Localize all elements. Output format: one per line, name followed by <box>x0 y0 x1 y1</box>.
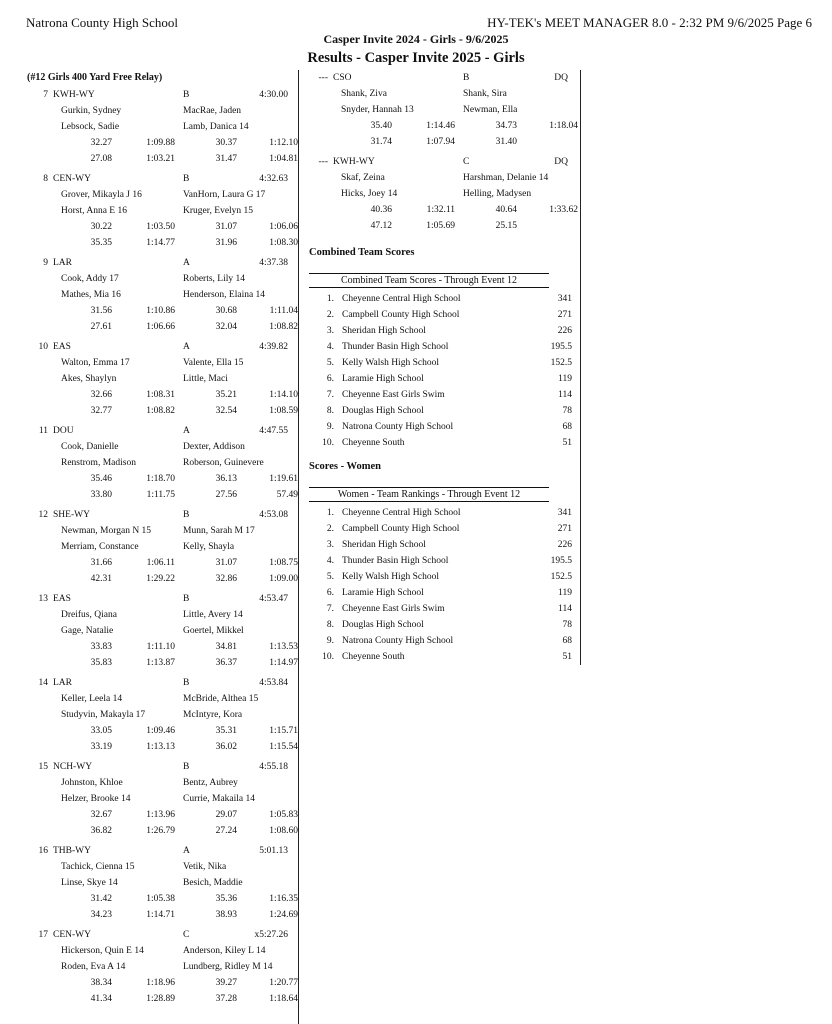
team-points: 195.5 <box>550 342 572 352</box>
relay-split: 1:06.66 <box>146 322 175 332</box>
relay-split: 34.81 <box>215 642 237 652</box>
relay-split: 1:24.69 <box>269 910 298 920</box>
relay-split: 1:04.81 <box>269 154 298 164</box>
rank-number: 1. <box>326 508 334 518</box>
relay-swimmer: Hickerson, Quin E 14 <box>61 946 144 956</box>
relay-swimmer: Helzer, Brooke 14 <box>61 794 131 804</box>
relay-place: 10 <box>38 342 48 352</box>
team-points: 78 <box>562 620 572 630</box>
relay-place: 15 <box>38 762 48 772</box>
relay-place: 7 <box>43 90 48 100</box>
relay-swimmer: Roberson, Guinevere <box>183 458 264 468</box>
relay-swimmer: Kruger, Evelyn 15 <box>183 206 254 216</box>
right-column-edge <box>580 70 581 665</box>
combined-table-title: Combined Team Scores - Through Event 12 <box>309 273 549 288</box>
relay-swimmer: Gurkin, Sydney <box>61 106 122 116</box>
relay-split: 1:13.96 <box>146 810 175 820</box>
relay-swimmer: Lundberg, Ridley M 14 <box>183 962 273 972</box>
relay-split: 1:19.61 <box>269 474 298 484</box>
relay-team: CEN-WY <box>53 174 91 184</box>
relay-team: LAR <box>53 678 72 688</box>
relay-time: DQ <box>554 73 568 83</box>
team-name: Campbell County High School <box>342 310 460 320</box>
relay-swimmer: Cook, Danielle <box>61 442 119 452</box>
relay-swimmer: Studyvin, Makayla 17 <box>61 710 146 720</box>
relay-split: 1:10.86 <box>146 306 175 316</box>
relay-split: 1:08.75 <box>269 558 298 568</box>
women-table-title: Women - Team Rankings - Through Event 12 <box>309 487 549 502</box>
relay-time: 5:01.13 <box>259 846 288 856</box>
relay-split: 36.02 <box>215 742 237 752</box>
relay-split: 31.07 <box>215 222 237 232</box>
relay-swimmer: Johnston, Khloe <box>61 778 123 788</box>
relay-place: --- <box>318 157 328 167</box>
rank-number: 8. <box>326 620 334 630</box>
relay-split: 35.21 <box>215 390 237 400</box>
relay-split: 1:14.46 <box>426 121 455 131</box>
team-points: 226 <box>557 540 572 550</box>
relay-split: 1:18.96 <box>146 978 175 988</box>
relay-swimmer: Roberts, Lily 14 <box>183 274 246 284</box>
rank-number: 9. <box>326 422 334 432</box>
relay-place: 14 <box>38 678 48 688</box>
relay-split: 36.37 <box>215 658 237 668</box>
relay-swimmer: Newman, Ella <box>463 105 518 115</box>
rank-number: 5. <box>326 572 334 582</box>
relay-split: 1:26.79 <box>146 826 175 836</box>
relay-split: 32.27 <box>90 138 112 148</box>
rank-number: 5. <box>326 358 334 368</box>
team-points: 78 <box>562 406 572 416</box>
relay-swimmer: Bentz, Aubrey <box>183 778 238 788</box>
relay-swimmer: Currie, Makaila 14 <box>183 794 256 804</box>
relay-split: 31.66 <box>90 558 112 568</box>
relay-swimmer: Lamb, Danica 14 <box>183 122 249 132</box>
team-name: Cheyenne South <box>342 652 405 662</box>
relay-split: 30.22 <box>90 222 112 232</box>
relay-split: 1:08.30 <box>269 238 298 248</box>
relay-split: 31.47 <box>215 154 237 164</box>
rank-number: 4. <box>326 556 334 566</box>
relay-split: 1:08.59 <box>269 406 298 416</box>
relay-split: 1:18.64 <box>269 994 298 1004</box>
relay-swimmer: VanHorn, Laura G 17 <box>183 190 266 200</box>
relay-split: 1:03.50 <box>146 222 175 232</box>
relay-split: 29.07 <box>215 810 237 820</box>
relay-split: 32.04 <box>215 322 237 332</box>
relay-swimmer: Roden, Eva A 14 <box>61 962 126 972</box>
page-header-software: HY-TEK's MEET MANAGER 8.0 - 2:32 PM 9/6/2025 Page 6 <box>487 15 812 30</box>
relay-swimmer: Little, Maci <box>183 374 228 384</box>
relay-relay: B <box>183 762 190 772</box>
team-points: 341 <box>557 508 572 518</box>
relay-team: THB-WY <box>53 846 91 856</box>
relay-swimmer: MacRae, Jaden <box>183 106 242 116</box>
relay-swimmer: Harshman, Delanie 14 <box>463 173 549 183</box>
rank-number: 8. <box>326 406 334 416</box>
team-name: Laramie High School <box>342 588 424 598</box>
relay-time: 4:39.82 <box>259 342 288 352</box>
relay-swimmer: Gage, Natalie <box>61 626 114 636</box>
relay-split: 27.56 <box>215 490 237 500</box>
relay-split: 1:11.10 <box>146 642 175 652</box>
relay-swimmer: Tachick, Cienna 15 <box>61 862 135 872</box>
relay-split: 1:14.10 <box>269 390 298 400</box>
relay-split: 40.36 <box>370 205 392 215</box>
relay-relay: B <box>463 73 470 83</box>
relay-split: 33.83 <box>90 642 112 652</box>
relay-split: 1:13.53 <box>269 642 298 652</box>
relay-split: 35.46 <box>90 474 112 484</box>
team-points: 51 <box>562 438 572 448</box>
relay-split: 1:18.04 <box>549 121 578 131</box>
relay-swimmer: Walton, Emma 17 <box>61 358 130 368</box>
team-points: 68 <box>562 422 572 432</box>
relay-time: DQ <box>554 157 568 167</box>
meet-title: Casper Invite 2024 - Girls - 9/6/2025 <box>323 32 509 46</box>
relay-split: 33.80 <box>90 490 112 500</box>
relay-swimmer: Akes, Shaylyn <box>61 374 117 384</box>
team-name: Cheyenne Central High School <box>342 508 461 518</box>
relay-swimmer: Hicks, Joey 14 <box>341 189 398 199</box>
relay-split: 1:28.89 <box>146 994 175 1004</box>
relay-team: CSO <box>333 73 352 83</box>
relay-relay: B <box>183 174 190 184</box>
rank-number: 1. <box>326 294 334 304</box>
relay-split: 1:08.82 <box>146 406 175 416</box>
rank-number: 6. <box>326 374 334 384</box>
relay-relay: C <box>463 157 470 167</box>
relay-split: 36.13 <box>215 474 237 484</box>
relay-split: 42.31 <box>90 574 112 584</box>
team-name: Douglas High School <box>342 406 424 416</box>
relay-relay: A <box>183 426 190 436</box>
relay-split: 1:11.75 <box>146 490 175 500</box>
relay-split: 38.93 <box>215 910 237 920</box>
relay-place: 17 <box>38 930 48 940</box>
relay-relay: B <box>183 678 190 688</box>
relay-split: 1:18.70 <box>146 474 175 484</box>
rank-number: 10. <box>322 652 334 662</box>
relay-split: 1:33.62 <box>549 205 578 215</box>
relay-swimmer: Henderson, Elaina 14 <box>183 290 266 300</box>
team-points: 341 <box>557 294 572 304</box>
relay-swimmer: Skaf, Zeina <box>341 173 385 183</box>
column-divider <box>298 70 299 1024</box>
relay-swimmer: Valente, Ella 15 <box>183 358 244 368</box>
relay-split: 32.67 <box>90 810 112 820</box>
relay-split: 1:05.83 <box>269 810 298 820</box>
relay-swimmer: Renstrom, Madison <box>61 458 136 468</box>
relay-swimmer: Munn, Sarah M 17 <box>183 526 255 536</box>
relay-swimmer: Keller, Leela 14 <box>61 694 123 704</box>
relay-split: 1:09.88 <box>146 138 175 148</box>
relay-split: 57.49 <box>276 490 298 500</box>
relay-swimmer: Goertel, Mikkel <box>183 626 244 636</box>
relay-swimmer: Horst, Anna E 16 <box>61 206 127 216</box>
relay-split: 1:08.31 <box>146 390 175 400</box>
relay-split: 32.54 <box>215 406 237 416</box>
relay-team: DOU <box>53 426 74 436</box>
relay-split: 27.08 <box>90 154 112 164</box>
results-title: Results - Casper Invite 2025 - Girls <box>307 50 525 66</box>
team-points: 68 <box>562 636 572 646</box>
relay-time: 4:53.47 <box>259 594 288 604</box>
team-points: 114 <box>558 390 572 400</box>
team-name: Natrona County High School <box>342 422 454 432</box>
relay-split: 35.36 <box>215 894 237 904</box>
relay-split: 34.23 <box>90 910 112 920</box>
relay-time: 4:47.55 <box>259 426 288 436</box>
relay-swimmer: Besich, Maddie <box>183 878 243 888</box>
relay-split: 1:07.94 <box>426 137 455 147</box>
relay-split: 1:16.35 <box>269 894 298 904</box>
relay-split: 31.96 <box>215 238 237 248</box>
page-header-school: Natrona County High School <box>26 15 179 30</box>
relay-split: 1:11.04 <box>269 306 298 316</box>
relay-swimmer: Merriam, Constance <box>61 542 139 552</box>
relay-swimmer: McIntyre, Kora <box>183 710 243 720</box>
relay-split: 32.86 <box>215 574 237 584</box>
relay-team: CEN-WY <box>53 930 91 940</box>
relay-swimmer: Mathes, Mia 16 <box>61 290 121 300</box>
relay-place: 11 <box>38 426 48 436</box>
relay-team: KWH-WY <box>333 157 375 167</box>
relay-swimmer: Kelly, Shayla <box>183 542 235 552</box>
relay-split: 1:15.71 <box>269 726 298 736</box>
relay-swimmer: Snyder, Hannah 13 <box>341 105 414 115</box>
relay-team: LAR <box>53 258 72 268</box>
team-points: 271 <box>557 310 572 320</box>
relay-time: 4:37.38 <box>259 258 288 268</box>
relay-split: 1:14.77 <box>146 238 175 248</box>
relay-split: 1:14.71 <box>146 910 175 920</box>
relay-split: 1:08.82 <box>269 322 298 332</box>
team-points: 152.5 <box>550 572 572 582</box>
event-label: (#12 Girls 400 Yard Free Relay) <box>27 72 163 83</box>
relay-split: 1:09.00 <box>269 574 298 584</box>
relay-split: 31.42 <box>90 894 112 904</box>
team-points: 114 <box>558 604 572 614</box>
team-points: 51 <box>562 652 572 662</box>
relay-swimmer: Lebsock, Sadie <box>61 122 120 132</box>
relay-split: 32.77 <box>90 406 112 416</box>
relay-relay: C <box>183 930 190 940</box>
relay-relay: A <box>183 342 190 352</box>
relay-split: 33.05 <box>90 726 112 736</box>
relay-relay: A <box>183 846 190 856</box>
team-name: Cheyenne South <box>342 438 405 448</box>
relay-relay: B <box>183 90 190 100</box>
relay-split: 1:32.11 <box>426 205 455 215</box>
team-name: Thunder Basin High School <box>342 556 449 566</box>
team-name: Sheridan High School <box>342 540 426 550</box>
relay-place: 8 <box>43 174 48 184</box>
team-points: 119 <box>558 374 572 384</box>
relay-time: 4:55.18 <box>259 762 288 772</box>
relay-split: 27.61 <box>90 322 112 332</box>
relay-split: 39.27 <box>215 978 237 988</box>
team-name: Thunder Basin High School <box>342 342 449 352</box>
relay-split: 30.37 <box>215 138 237 148</box>
team-name: Cheyenne East Girls Swim <box>342 604 445 614</box>
rank-number: 3. <box>326 326 334 336</box>
rank-number: 10. <box>322 438 334 448</box>
relay-split: 27.24 <box>215 826 237 836</box>
team-name: Kelly Walsh High School <box>342 572 439 582</box>
relay-time: 4:30.00 <box>259 90 288 100</box>
relay-split: 1:05.69 <box>426 221 455 231</box>
relay-split: 35.83 <box>90 658 112 668</box>
relay-split: 31.56 <box>90 306 112 316</box>
relay-team: SHE-WY <box>53 510 90 520</box>
relay-split: 1:06.11 <box>146 558 175 568</box>
relay-split: 31.40 <box>495 137 517 147</box>
relay-split: 34.73 <box>495 121 517 131</box>
team-name: Campbell County High School <box>342 524 460 534</box>
relay-relay: B <box>183 594 190 604</box>
team-name: Kelly Walsh High School <box>342 358 439 368</box>
relay-split: 1:03.21 <box>146 154 175 164</box>
relay-split: 33.19 <box>90 742 112 752</box>
relay-split: 31.74 <box>370 137 392 147</box>
relay-time: 4:53.08 <box>259 510 288 520</box>
rank-number: 4. <box>326 342 334 352</box>
relay-place: --- <box>318 73 328 83</box>
team-name: Cheyenne Central High School <box>342 294 461 304</box>
rank-number: 7. <box>326 390 334 400</box>
relay-swimmer: Anderson, Kiley L 14 <box>183 946 266 956</box>
relay-split: 1:06.06 <box>269 222 298 232</box>
relay-split: 1:13.13 <box>146 742 175 752</box>
relay-split: 1:14.97 <box>269 658 298 668</box>
relay-time: 4:53.84 <box>259 678 288 688</box>
relay-split: 40.64 <box>495 205 517 215</box>
relay-swimmer: Little, Avery 14 <box>183 610 243 620</box>
relay-split: 35.40 <box>370 121 392 131</box>
rank-number: 2. <box>326 310 334 320</box>
relay-place: 9 <box>43 258 48 268</box>
combined-section-title: Combined Team Scores <box>309 247 415 258</box>
team-name: Natrona County High School <box>342 636 454 646</box>
relay-split: 37.28 <box>215 994 237 1004</box>
relay-team: EAS <box>53 594 71 604</box>
rank-number: 9. <box>326 636 334 646</box>
relay-swimmer: McBride, Althea 15 <box>183 694 259 704</box>
relay-team: NCH-WY <box>53 762 93 772</box>
team-name: Laramie High School <box>342 374 424 384</box>
relay-split: 32.66 <box>90 390 112 400</box>
team-points: 119 <box>558 588 572 598</box>
relay-split: 38.34 <box>90 978 112 988</box>
rank-number: 7. <box>326 604 334 614</box>
relay-split: 1:29.22 <box>146 574 175 584</box>
relay-time: 4:32.63 <box>259 174 288 184</box>
team-points: 152.5 <box>550 358 572 368</box>
relay-split: 41.34 <box>90 994 112 1004</box>
relay-swimmer: Dreifus, Qiana <box>61 610 117 620</box>
relay-place: 16 <box>38 846 48 856</box>
relay-team: EAS <box>53 342 71 352</box>
relay-split: 1:13.87 <box>146 658 175 668</box>
relay-swimmer: Dexter, Addison <box>183 442 245 452</box>
relay-swimmer: Newman, Morgan N 15 <box>61 526 152 536</box>
team-points: 271 <box>557 524 572 534</box>
team-name: Douglas High School <box>342 620 424 630</box>
team-name: Sheridan High School <box>342 326 426 336</box>
relay-split: 30.68 <box>215 306 237 316</box>
relay-split: 1:08.60 <box>269 826 298 836</box>
relay-swimmer: Vetik, Nika <box>183 862 227 872</box>
relay-swimmer: Cook, Addy 17 <box>61 274 119 284</box>
relay-split: 1:05.38 <box>146 894 175 904</box>
team-points: 195.5 <box>550 556 572 566</box>
relay-split: 1:15.54 <box>269 742 298 752</box>
relay-swimmer: Shank, Ziva <box>341 89 387 99</box>
relay-swimmer: Grover, Mikayla J 16 <box>61 190 142 200</box>
relay-relay: A <box>183 258 190 268</box>
team-name: Cheyenne East Girls Swim <box>342 390 445 400</box>
relay-split: 31.07 <box>215 558 237 568</box>
rank-number: 3. <box>326 540 334 550</box>
relay-swimmer: Linse, Skye 14 <box>61 878 118 888</box>
relay-split: 36.82 <box>90 826 112 836</box>
relay-relay: B <box>183 510 190 520</box>
women-section-title: Scores - Women <box>309 461 381 472</box>
relay-time: x5:27.26 <box>254 930 288 940</box>
relay-split: 1:09.46 <box>146 726 175 736</box>
relay-place: 13 <box>38 594 48 604</box>
relay-split: 1:12.10 <box>269 138 298 148</box>
relay-split: 25.15 <box>495 221 517 231</box>
rank-number: 6. <box>326 588 334 598</box>
relay-place: 12 <box>38 510 48 520</box>
relay-split: 1:20.77 <box>269 978 298 988</box>
relay-swimmer: Shank, Sira <box>463 89 507 99</box>
relay-split: 35.35 <box>90 238 112 248</box>
relay-split: 35.31 <box>215 726 237 736</box>
relay-split: 47.12 <box>370 221 392 231</box>
relay-team: KWH-WY <box>53 90 95 100</box>
team-points: 226 <box>557 326 572 336</box>
rank-number: 2. <box>326 524 334 534</box>
relay-swimmer: Helling, Madysen <box>463 189 532 199</box>
